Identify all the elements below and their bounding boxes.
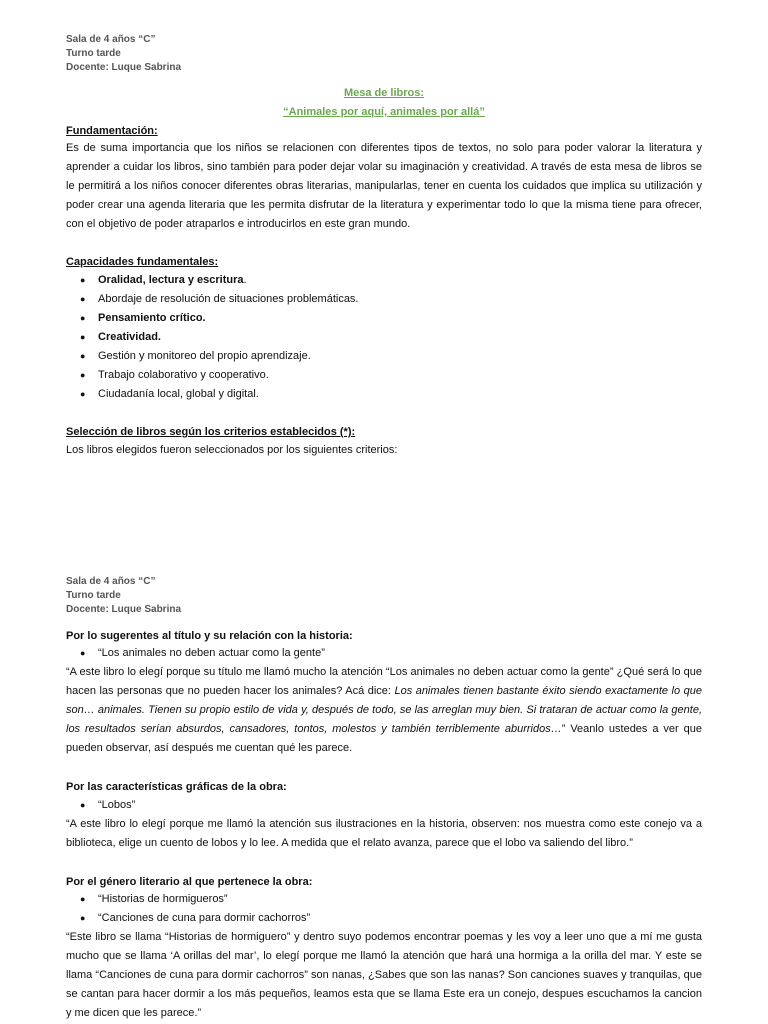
fundamentacion-heading: Fundamentación: <box>66 125 158 137</box>
document-subtitle: “Animales por aquí, animales por allá” <box>283 106 485 118</box>
list-item: ● “Los animales no deben actuar como la gente” <box>66 644 325 663</box>
seleccion-text: Los libros elegidos fueron seleccionados por los siguientes criterios: <box>66 444 398 456</box>
list-item: ● “Historias de hormigueros” <box>66 890 310 909</box>
list-item: ● Ciudadanía local, global y digital. <box>66 385 359 404</box>
list-item: ● Trabajo colaborativo y cooperativo. <box>66 366 359 385</box>
criterio1-heading: Por lo sugerentes al título y su relación con la historia: <box>66 630 353 642</box>
page-header <box>66 575 181 617</box>
header-shift: Turno tarde <box>66 590 121 601</box>
criterio3-books <box>66 890 310 928</box>
header-teacher: Docente: Luque Sabrina <box>66 62 182 73</box>
criterio2-text: “A este libro lo elegí porque me llamó la atención sus ilustraciones en la historia, observen: nos muestra como este conejo va a biblioteca, elige un cuento de lobos y lo lee. A medida que el relato avanza, parece que el lobo va saliendo del libro.” <box>66 818 702 849</box>
list-item: ● Pensamiento crítico. <box>66 309 359 328</box>
seleccion-heading: Selección de libros según los criterios establecidos (*): <box>66 426 356 438</box>
list-item: ● Creatividad. <box>66 328 359 347</box>
document-page-2 <box>0 570 768 1024</box>
criterio1-books <box>66 644 325 663</box>
criterio2-books <box>66 796 135 815</box>
page-header <box>66 33 181 75</box>
criterio2-heading: Por las características gráficas de la obra: <box>66 781 287 793</box>
list-item: ● “Lobos” <box>66 796 135 815</box>
list-item: ● “Canciones de cuna para dormir cachorros” <box>66 909 310 928</box>
header-classroom: Sala de 4 años “C” <box>66 576 156 587</box>
criterio3-text: “Este libro se llama “Historias de hormiguero” y dentro suyo podemos encontrar poemas y les voy a leer uno que a mí me gusta mucho que se llama ‘A orillas del mar’, lo elegí porque me llamó la atención que hará una hormiga a la orilla del mar. Y este se llama “Canciones de cuna para dormir cachorros” son nanas, ¿Sabes que son las nanas? Son canciones suaves y tranquilas, que se cantan para hacer dormir a los más pequeños, leamos esta que se llama Este era un conejo, despues escuchamos la cancion y me dicen que les parece.” <box>66 931 702 1019</box>
capacidades-list <box>66 271 359 404</box>
list-item: ● Abordaje de resolución de situaciones problemáticas. <box>66 290 359 309</box>
criterio3-heading: Por el género literario al que pertenece la obra: <box>66 876 313 888</box>
document-title: Mesa de libros: <box>343 87 425 99</box>
header-classroom: Sala de 4 años “C” <box>66 34 156 45</box>
header-teacher: Docente: Luque Sabrina <box>66 604 182 615</box>
header-shift: Turno tarde <box>66 48 121 59</box>
fundamentacion-text: Es de suma importancia que los niños se relacionen con diferentes tipos de textos, no solo para poder valorar la literatura y aprender a cuidar los libros, sino también para poder dejar volar su imaginación y creatividad. A través de esta mesa de libros se le permitirá a los niños conocer diferentes obras literarias, manipularlas, tener en cuenta los cuidados que implica su utilización y poder crear una agenda literaria que les permita disfrutar de la literatura y experimentar todo lo que la misma tiene para ofrecer, con el objetivo de poder atraparlos e introducirlos en este gran mundo. <box>66 142 702 230</box>
criterio1-text: “A este libro lo elegí porque su título me llamó mucho la atención “Los animales no deben actuar como la gente” ¿Qué será lo que hacen las personas que no pueden hacer los animales? Acá dice: Los animales tienen bastante éxito siendo exactamente lo que son… animales. Tienen su propio estilo de vida y, después de todo, se las arreglan muy bien. Si trataran de actuar como la gente, los resultados serían absurdos, cansadores, tontos, molestos y también terriblemente aburridos…” Veanlo ustedes a ver que pueden observar, así después me cuentan qué les parece. <box>66 666 702 754</box>
list-item: ● Oralidad, lectura y escritura. <box>66 271 359 290</box>
list-item: ● Gestión y monitoreo del propio aprendizaje. <box>66 347 359 366</box>
capacidades-heading: Capacidades fundamentales: <box>66 256 219 268</box>
